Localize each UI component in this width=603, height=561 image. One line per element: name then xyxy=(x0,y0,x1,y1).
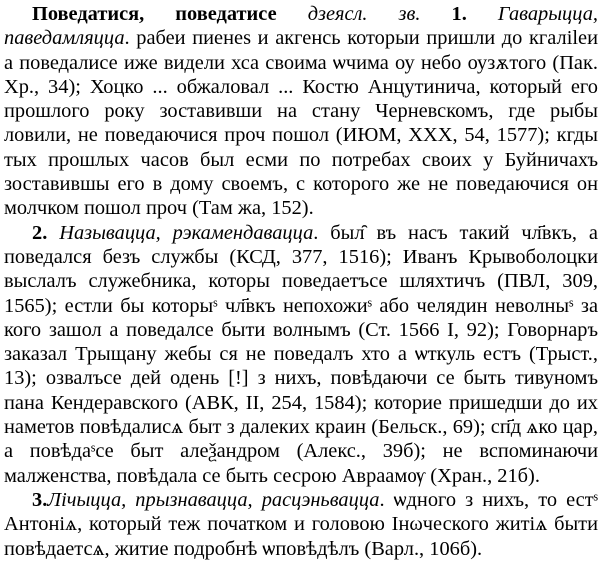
dictionary-entry xyxy=(4,2,598,561)
sense-citations: . был̑ въ насъ такий чл҃вкъ, а поведался безъ службы (КСД, 377, 1516); Иванъ Крывоболоцки выслалъ служебника, которы поведаетъсе шляхтичъ (ПВЛ, 309, 1565); естли бы которыˢ чл҃вкъ непохожиˢ або челядин неволныˢ за кого зашол а поведалсе быти волнымъ (Ст. 1566 I, 92); Говорнаръ заказал Трыщану жебы ся не поведалъ хто а ѡткуль естъ (Трыст., 13); озвалъсе дей одень [!] з нихъ, повѣдаючи се быть тивуномъ пана Кендеравского (АВК, II, 254, 1584); которие пришедши до их наметов повѣдалисѧ быт з далеких краин (Бельск., 69); сп҃д ѧко цар, а повѣдаˢсе быт алеѯандром (Алекс., 39б); не вспоминаючи малженства, повѣдала се быть сесрою Авраамѹ (Хран., 21б). xyxy=(4,221,598,487)
entry-sense-2 xyxy=(4,221,598,488)
sense-citations: . ѡдного з нихъ, то естˢ Антонiѧ, который теж початком и головою Iнωческого житiѧ быти повѣдаетсѧ, житие подробнѣ ѡповѣдѣлъ (Варл., 106б). xyxy=(4,488,598,560)
entry-sense-1 xyxy=(4,2,598,221)
sense-number: 3. xyxy=(32,488,48,511)
sense-citations: . рабеи пиенеѕ и акгенсь которыи пришли до кгалilеи а поведалисе иже видели хса своима ѡчима оу небо оузѫтого (Пак. Хр., 34); Хоцко ... обжаловал ... Костю Анцутинича, который его прошлого року зоставивши на стану Черневскомъ, где рыбы ловили, не поведаючися проч пошол (ИЮМ, XXX, 54, 1577); кгды тых прошлых часов был есми по потребах своих у Буйничахъ зоставившы его в дому своемъ, с которого же не поведаючися он молчком пошол проч (Там жа, 152). xyxy=(4,27,598,220)
sense-gloss: Гаварыцца, паведамляцца xyxy=(4,3,598,50)
entry-sense-3 xyxy=(4,488,598,561)
sense-number: 1. xyxy=(451,3,467,25)
sense-number: 2. xyxy=(32,221,48,244)
headword: Поведатися, поведатисе xyxy=(32,3,277,25)
sense-gloss: Лічыцца, прызнавацца, расцэньвацца xyxy=(47,488,380,511)
grammar-label: дзеясл. зв. xyxy=(307,3,421,25)
sense-gloss: Называцца, рэкамендавацца xyxy=(59,221,314,244)
